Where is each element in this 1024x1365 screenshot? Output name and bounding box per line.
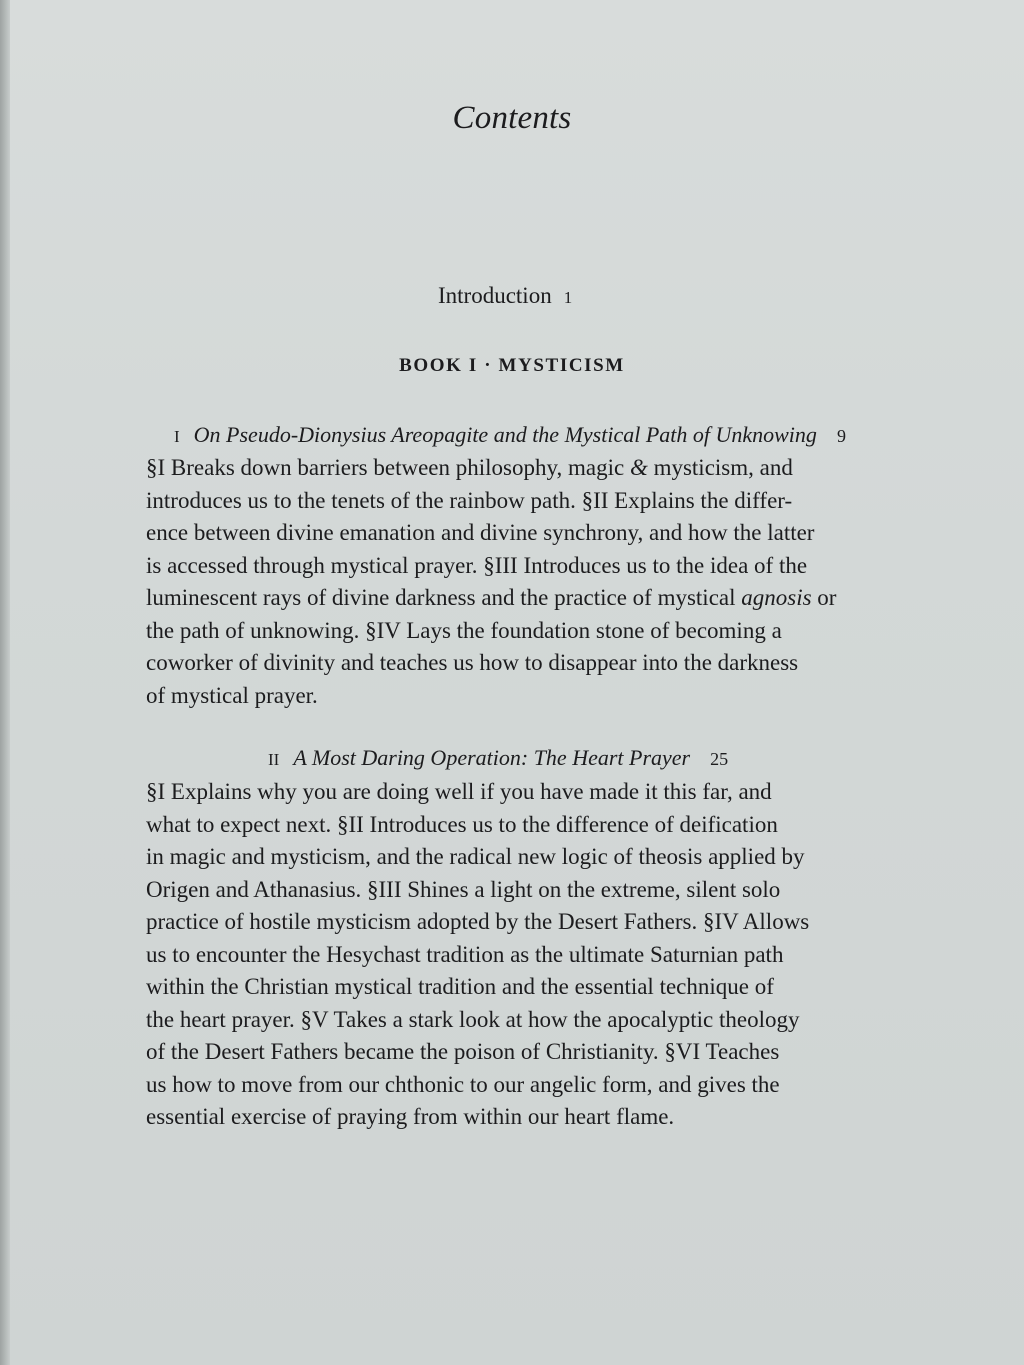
- chapter-title: On Pseudo-Dionysius Areopagite and the Mystical Path of Unknowing: [193, 422, 817, 447]
- chapter-number: II: [268, 750, 280, 769]
- italic-term: agnosis: [741, 585, 812, 610]
- description-line: ence between divine emanation and divine synchrony, and how the latter: [146, 520, 815, 545]
- description-line: in magic and mysticism, and the radical new logic of theosis applied by: [146, 844, 805, 869]
- chapter-heading-2: [268, 745, 728, 771]
- description-line: coworker of divinity and teaches us how to disappear into the darkness: [146, 650, 799, 675]
- description-line: §I Explains why you are doing well if you have made it this far, and: [146, 779, 772, 804]
- chapter-heading-1: [174, 422, 846, 448]
- description-line: what to expect next. §II Introduces us to the difference of deification: [146, 811, 778, 837]
- chapter-page-number: 25: [710, 749, 729, 769]
- chapter-title: A Most Daring Operation: The Heart Prayer: [293, 745, 691, 770]
- description-line: us to encounter the Hesychast tradition as the ultimate Saturnian path: [146, 941, 784, 967]
- description-line: us how to move from our chthonic to our angelic form, and gives the: [146, 1071, 780, 1097]
- introduction-page-number: 1: [563, 288, 573, 307]
- toc-entry-introduction: [438, 283, 572, 309]
- description-line: is accessed through mystical prayer. §III Introduces us to the idea of the: [146, 552, 808, 578]
- chapter-number: I: [174, 427, 180, 446]
- contents-title: Contents: [452, 100, 572, 136]
- book-heading: BOOK I · MYSTICISM: [399, 355, 625, 376]
- page-edge-shadow: [0, 0, 10, 1365]
- description-line: essential exercise of praying from within our heart flame.: [146, 1104, 675, 1129]
- description-line: Origen and Athanasius. §III Shines a light on the extreme, silent solo: [146, 876, 781, 902]
- description-line: introduces us to the tenets of the rainbow path. §II Explains the differ-: [146, 487, 793, 513]
- ampersand-glyph: &: [629, 455, 648, 480]
- description-line: of mystical prayer.: [146, 682, 318, 708]
- chapter-page-number: 9: [836, 426, 846, 446]
- description-line: luminescent rays of divine darkness and the practice of mystical agnosis or: [146, 585, 837, 610]
- description-line: the heart prayer. §V Takes a stark look at how the apocalyptic theology: [146, 1006, 800, 1032]
- description-line: of the Desert Fathers became the poison of Christianity. §VI Teaches: [146, 1039, 780, 1064]
- chapter-description-2: [146, 776, 886, 1134]
- description-line: within the Christian mystical tradition and the essential technique of: [146, 974, 774, 999]
- description-line: §I Breaks down barriers between philosophy, magic & mysticism, and: [146, 455, 793, 480]
- description-line: the path of unknowing. §IV Lays the foundation stone of becoming a: [146, 617, 782, 643]
- chapter-description-1: [146, 452, 886, 712]
- introduction-label: Introduction: [438, 283, 552, 308]
- description-line: practice of hostile mysticism adopted by the Desert Fathers. §IV Allows: [146, 909, 810, 934]
